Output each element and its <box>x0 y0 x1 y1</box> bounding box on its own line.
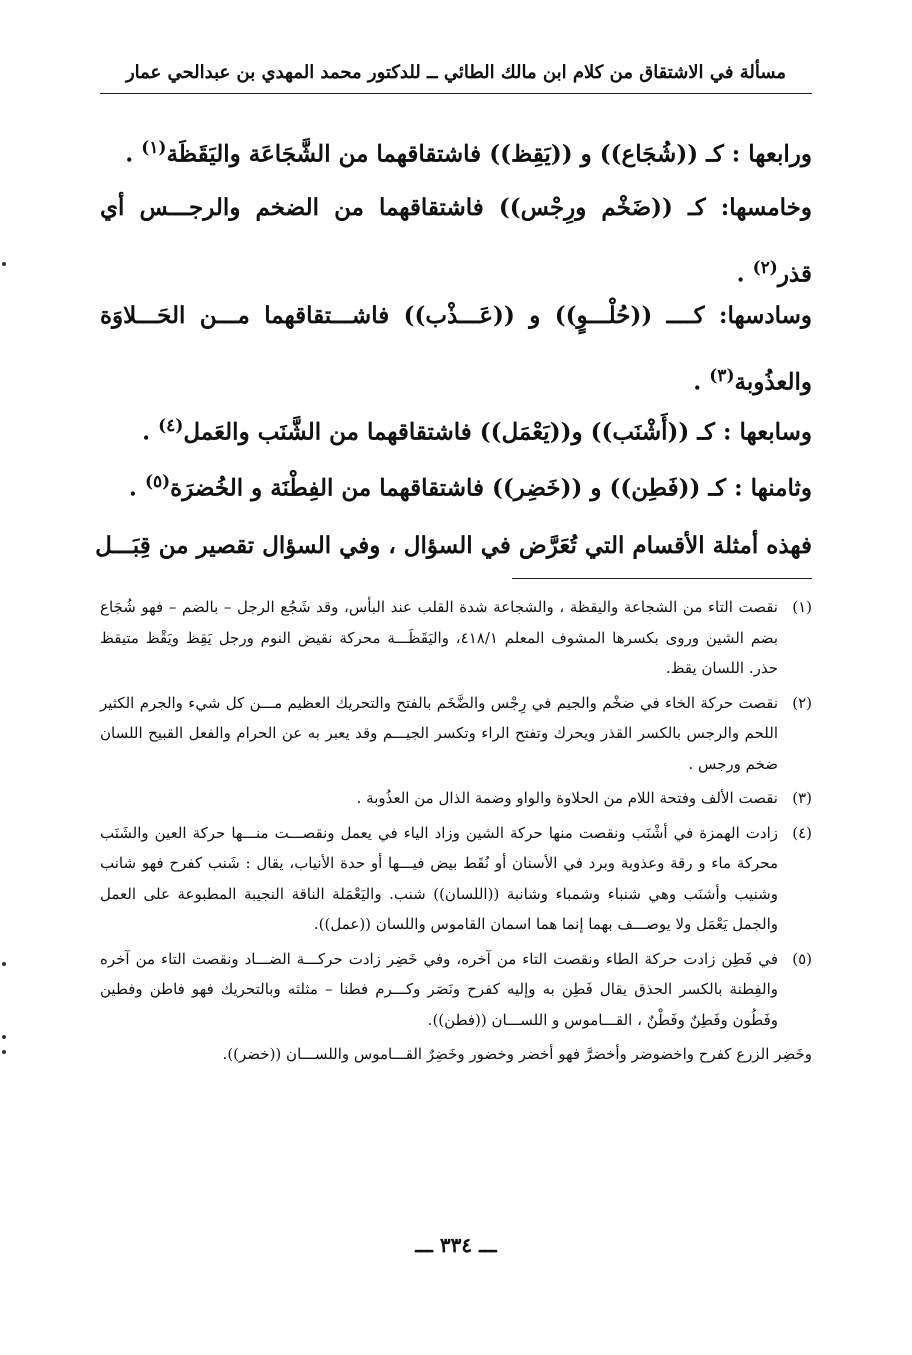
paragraph-text: ورابعها : كـ ((شُجَاع)) و ((يَقِظ)) فاشتقاقهما من الشَّجَاعَة واليَقَظَة <box>166 140 812 168</box>
footnote-text: نقصت حركة الخاء في ضخْم والجيم في رِجْس والضَّخَم بالفتح والتحريك العظيم مـــن كل شيء والجرم الكثير اللحم والرجس بالكسر القذر ويحرك وتفتح الراء وتكسر الجيـــم وقد يعبر به عن الحرام والفعل القبيح اللسان ضخم ورجس . <box>100 693 778 773</box>
scan-mark <box>2 1035 6 1039</box>
footnotes <box>100 592 812 1074</box>
header-rule <box>100 93 812 94</box>
footnote-number: (٥) <box>792 949 812 968</box>
scan-mark <box>2 1050 6 1054</box>
paragraph-text: وثامنها : كـ ((فَطِن)) و ((خَضِر)) فاشتقاقهما من الفِطْنَة و الخُضرَة <box>170 474 812 502</box>
paragraph-end: . <box>693 368 710 396</box>
paragraph-text: وسابعها : كـ ((أَشْنَب)) و((يَعْمَل)) فاشتقاقهما من الشَّنَب والعَمل <box>183 418 812 446</box>
paragraph-end: . <box>736 260 753 288</box>
footnote-1 <box>100 592 812 684</box>
paragraph-end: . <box>142 418 159 446</box>
footnote-ref: (٣) <box>709 366 735 386</box>
paragraph-sixth <box>100 286 812 413</box>
footnote-4 <box>100 818 812 940</box>
paragraph-text: وسادسها: كــــ ((حُلْـــوٍ)) و ((عَـــذْب)) فاشـــتقاقهما مـــن الحَـــلاوَة والعذُوبة <box>100 302 812 396</box>
paragraph-closing <box>95 516 812 576</box>
page-number: ـــ ٣٣٤ ـــ <box>415 1233 497 1257</box>
scan-mark <box>2 262 6 266</box>
footnote-3 <box>100 783 812 814</box>
footnote-number: (٣) <box>792 789 812 807</box>
paragraph-fourth <box>100 118 812 185</box>
paragraph-text: فهذه أمثلة الأقسام التي تُعَرَّض في السؤال ، وفي السؤال تقصير من قِبَـــل <box>95 532 812 559</box>
footnote-rule <box>512 578 812 579</box>
footnote-ref: (٥) <box>144 472 171 492</box>
footnote-number: (٢) <box>792 693 812 712</box>
footnote-2 <box>100 688 812 780</box>
paragraph-end: . <box>125 140 142 168</box>
footnote-text: نقصت التاء من الشجاعة واليقظة ، والشجاعة شدة القلب عند البأس، وقد شَجُع الرجل – بالضم – فهو شُجَاع بضم الشين وروى بكسرها المشوف المعلم ٤١٨/١، واليَقَظَـــة محركة نقيض النوم ورجل يَقِظ ويَقْظ متيقظ حذر. اللسان يقظ. <box>100 598 778 677</box>
footnote-text: زادت الهمزة في أشْنَب ونقصت منها حركة الشين وزاد الياء في يعمل ونقصـــت منـــها حركة العين والشَنَب محركة ماء و رقة وعذوبة وبرد في الأسنان أو نُقَط بيض فيـــها أو حدة الأنياب، يقال : شَنب كفرح فهو شانب وشنيب وأشنَب وهي شنباء وشمباء وشانبة ((اللسان)) شنب. واليَعْمَلة الناقة النجيبة المطبوعة على العمل والجمل يَعْمَل ولا يوصـــف بهما إنما هما اسمان القاموس واللسان ((عمل)). <box>100 823 778 933</box>
footnote-ref: (٤) <box>158 416 184 436</box>
paragraph-eighth <box>100 452 812 519</box>
paragraph-text: وخامسها: كـ ((ضَخْم ورِجْس)) فاشتقاقهما من الضخم والرجـــس أي قذر <box>100 194 812 288</box>
footnote-number: (١) <box>792 598 812 616</box>
footnote-5 <box>100 944 812 1036</box>
footnote-number: (٤) <box>792 823 812 842</box>
footnote-ref: (٢) <box>752 258 778 278</box>
footnote-text: نقصت الألف وفتحة اللام من الحلاوة والواو وضمة الذال من العذُوبة . <box>356 789 778 807</box>
scan-mark <box>2 962 6 966</box>
footnote-text: وخَضِر الزرع كفرح واخضوضر وأخضرَّ فهو أخضر وخضور وخَضِرٌ القـــاموس واللســـان ((خضر)). <box>222 1045 812 1063</box>
footnote-continuation <box>100 1039 812 1070</box>
footnote-ref: (١) <box>141 138 167 158</box>
footnote-text: في فَطِن زادت حركة الطاء ونقصت التاء من آخره، وفي خَضِر زادت حركـــة الضـــاد ونقصت التاء من آخره والفِطنة بالكسر الحذق يقال فَطِن به وإليه كفرح ونَصَر وكـــرم فطنا – مثلثه وبالتحريك فهو فاطن وفطين وفَطُون وفَطِنٌ وفَطْنٌ ، القـــاموس و اللســـان ((فطن)). <box>100 949 778 1029</box>
paragraph-end: . <box>128 474 145 502</box>
running-header: مسألة في الاشتقاق من كلام ابن مالك الطائي ــ للدكتور محمد المهدي بن عبدالحي عمار <box>125 62 787 83</box>
